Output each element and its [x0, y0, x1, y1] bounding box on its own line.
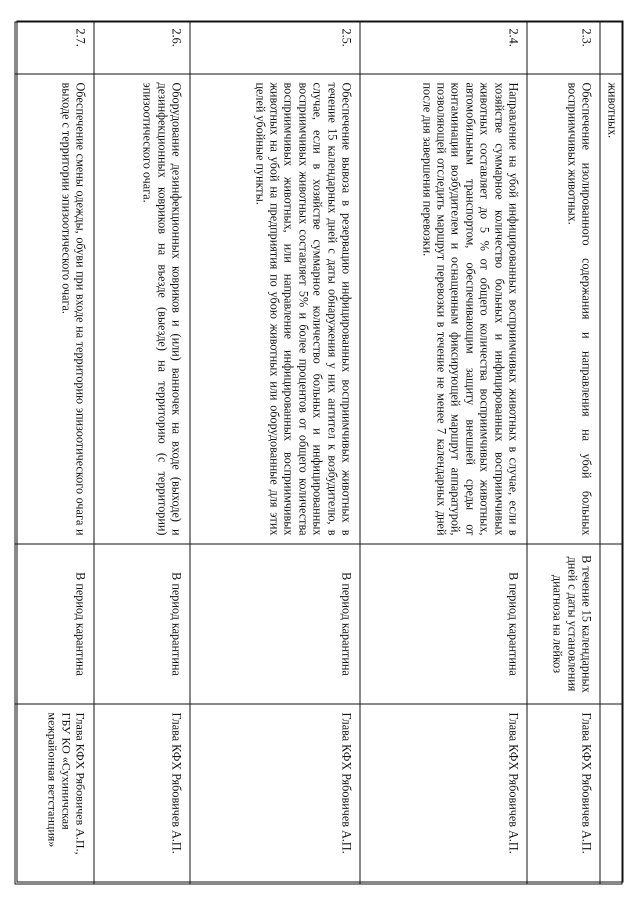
row-responsible: Глава КФХ Рябовичев А.П. — [360, 704, 527, 884]
row-responsible: Глава КФХ Рябовичев А.П. — [527, 704, 600, 884]
row-action: животных. — [600, 74, 622, 544]
row-deadline: В период карантина — [94, 544, 190, 704]
row-number: 2.7. — [15, 22, 94, 74]
row-responsible — [600, 704, 622, 884]
row-responsible: Глава КФХ Рябовичев А.П. — [190, 704, 360, 884]
table-row — [360, 22, 527, 884]
row-number: 2.4. — [360, 22, 527, 74]
row-deadline — [600, 544, 622, 704]
row-deadline: В период карантина — [360, 544, 527, 704]
measures-table — [14, 21, 622, 884]
table-row — [15, 22, 94, 884]
row-deadline: В период карантина — [190, 544, 360, 704]
row-responsible: Глава КФХ Рябовичев А.П., ГБУ КО «Сухиничская межрайонная ветстанция» — [15, 704, 94, 884]
row-action: Обеспечение смены одежды, обуви при входе на территорию эпизоотического очага и выходе с территории эпизоотического очага. — [15, 74, 94, 544]
table-row — [527, 22, 600, 884]
row-number: 2.3. — [527, 22, 600, 74]
table-row — [190, 22, 360, 884]
table-row — [94, 22, 190, 884]
measures-table-frame — [16, 20, 623, 882]
row-number: 2.5. — [190, 22, 360, 74]
row-number: 2.6. — [94, 22, 190, 74]
row-deadline: В период карантина — [15, 544, 94, 704]
row-action: Обеспечение вывоза в резервацию инфицированных восприимчивых животных в течение 15 календарных дней с даты обнаружения у них антител к возбудителю, в случае, если в хозяйстве суммарное количество больных и инфицированных восприимчивых животных составляет 5% и более процентов от общего количества восприимчивых животных, или направление инфицированных восприимчивых животных на убой на предприятия по убою животных или оборудованные для этих целей убойные пункты. — [190, 74, 360, 544]
row-number — [600, 22, 622, 74]
row-action: Направление на убой инфицированных восприимчивых животных в случае, если в хозяйстве суммарное количество больных и инфицированных восприимчивых животных составляет до 5 % от общего количества восприимчивых животных, автомобильным транспортом, обеспечивающим защиту внешней среды от контаминации возбудителем и оснащенным фиксирующей маршрут аппаратурой, позволяющей отследить маршрут перевозки в течение не менее 7 календарных дней после дня завершения перевозки. — [360, 74, 527, 544]
table-row — [600, 22, 622, 884]
row-deadline: В течение 15 календарных дней с даты установления диагноза на лейкоз — [527, 544, 600, 704]
row-responsible: Глава КФХ Рябовичев А.П. — [94, 704, 190, 884]
row-action: Обеспечение изолированного содержания и направления на убой больных восприимчивых животных. — [527, 74, 600, 544]
row-action: Оборудование дезинфекционных ковриков и (или) ванночек на входе (выходе) и дезинфекционных ковриков на въезде (выезде) на территорию (с территории) эпизоотического очага. — [94, 74, 190, 544]
